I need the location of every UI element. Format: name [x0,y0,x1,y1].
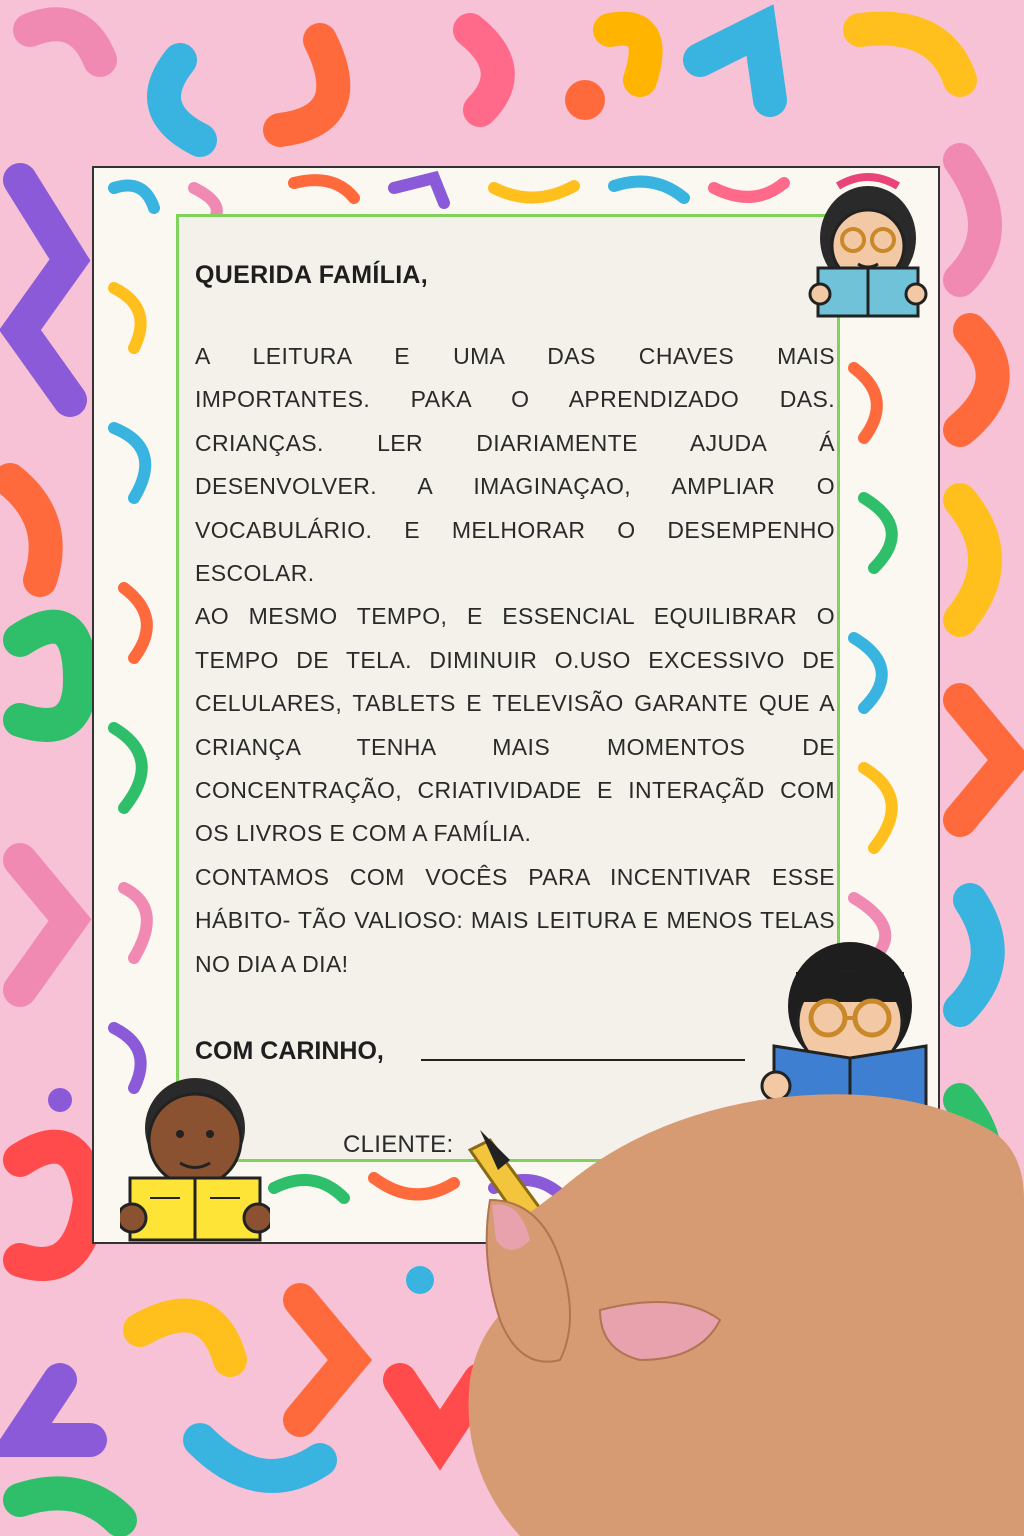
client-label: CLIENTE: [343,1131,454,1158]
letter-paragraph-3: CONTAMOS COM VOCÊS PARA INCENTIVAR ESSE HÁBITO- TÃO VALIOSO: MAIS LEITURA E MENOS TELAS NO DIA A DIA! [195,863,835,977]
girl-reading-icon [798,168,938,318]
signature-line[interactable] [421,1059,745,1061]
boy-yellow-book-icon [120,1068,270,1243]
letter-body [195,335,835,986]
letter-box [176,214,840,1162]
boy-glasses-reading-icon [760,936,940,1136]
letter-closing: COM CARINHO, [195,1037,384,1065]
letter-paragraph-2: AO MESMO TEMPO, E ESSENCIAL EQUILIBRAR O TEMPO DE TELA. DIMINUIR O.USO EXCESSIVO DE CELULARES, TABLETS E TELEVISÃO GARANTE QUE A CRIANÇA TENHA MAIS MOMENTOS DE CONCENTRAÇÃO, CRIATIVIDADE E INTERAÇÃD COM OS LIVROS E COM A FAMÍLIA. [195,603,835,847]
letter-paragraph-1: A LEITURA E UMA DAS CHAVES MAIS IMPORTANTES. PAKA O APRENDIZADO DAS. CRIANÇAS. LER DIARIAMENTE AJUDA Á DESENVOLVER. A IMAGINAÇAO, AMPLIAR O VOCABULÁRIO. E MELHORAR O DESEMPENHO ESCOLAR. [195,343,835,587]
letter-greeting: QUERIDA FAMÍLIA, [195,261,429,289]
